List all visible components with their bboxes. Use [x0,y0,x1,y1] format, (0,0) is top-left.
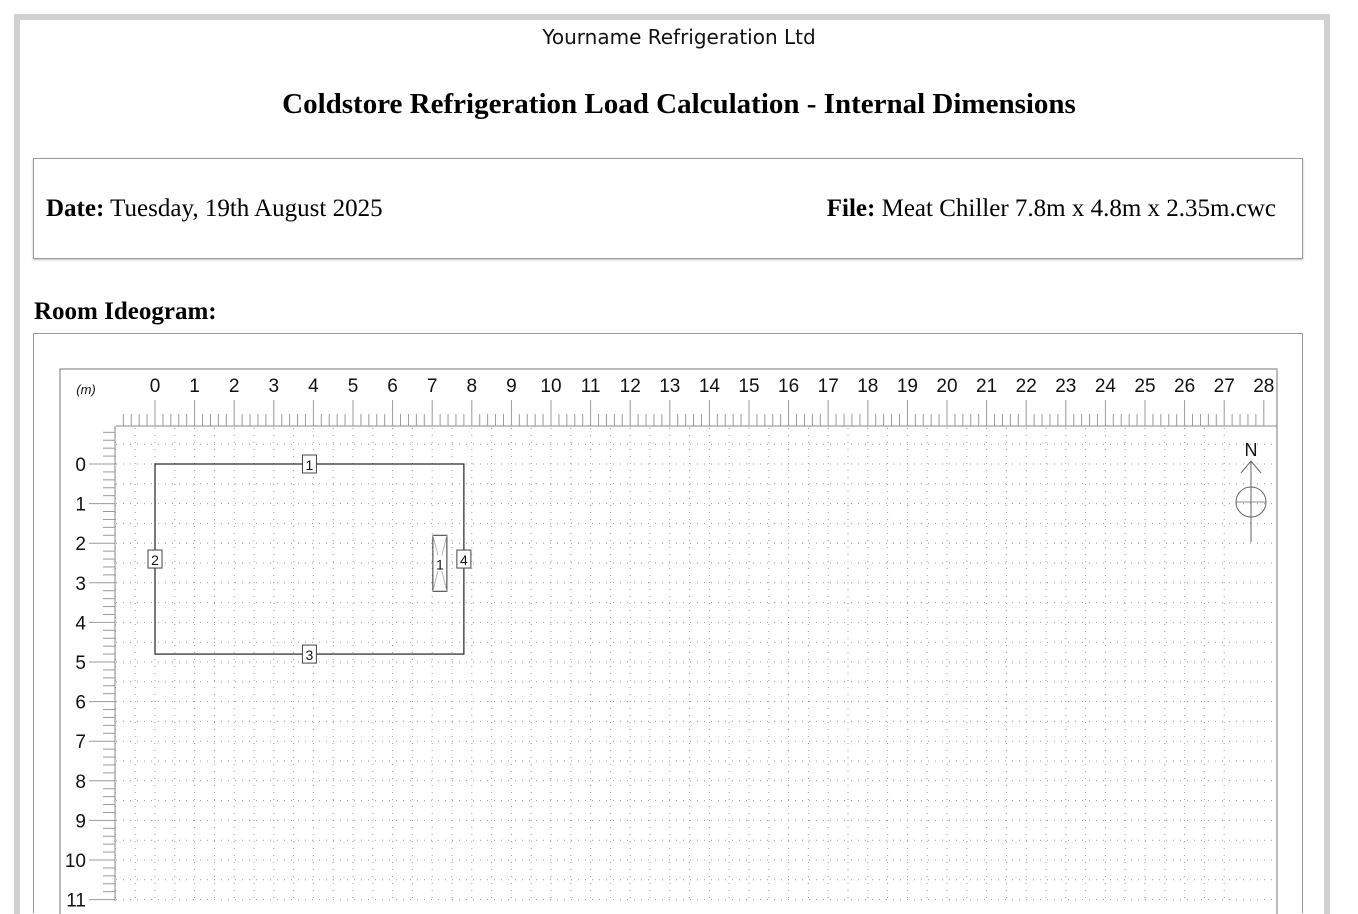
x-axis-label: 11 [580,376,601,397]
x-axis-label: 7 [426,376,438,397]
y-axis-label: 11 [66,890,86,912]
x-axis-label: 0 [149,376,161,397]
section-heading-room-ideogram: Room Ideogram: [34,298,217,325]
y-axis-label: 3 [75,573,86,595]
y-axis-label: 0 [75,455,86,476]
x-axis-label: 16 [778,376,800,397]
x-axis-label: 10 [540,376,562,397]
x-axis-label: 9 [506,376,517,397]
x-axis-label: 18 [857,376,879,397]
x-axis-label: 20 [936,376,958,397]
x-axis-label: 28 [1253,376,1275,397]
x-axis-label: 5 [347,376,359,397]
y-axis-label: 9 [75,811,86,833]
x-axis-label: 2 [228,376,240,397]
wall-label: 4 [459,552,468,569]
north-label: N [1244,440,1258,460]
report-title: Coldstore Refrigeration Load Calculation - Internal Dimensions [282,88,1076,120]
x-axis-label: 23 [1055,376,1077,397]
x-axis-label: 26 [1174,376,1196,397]
x-axis-label: 17 [817,376,839,397]
y-axis-label: 5 [75,653,86,674]
file-label: File: [826,195,876,222]
file-info [827,195,1276,223]
x-axis-label: 24 [1094,376,1116,397]
room-ideogram [34,334,1302,912]
x-axis-label: 15 [738,376,760,397]
room-ideogram-panel [33,333,1303,913]
x-axis-label: 19 [896,376,918,397]
room-outline [155,464,464,654]
x-axis-label: 4 [308,376,319,397]
y-axis-label: 4 [75,613,86,635]
y-axis-label: 6 [75,692,86,714]
wall-label: 3 [305,647,314,664]
company-name: Yourname Refrigeration Ltd [542,25,816,49]
y-axis-label: 1 [75,494,86,516]
x-axis-label: 3 [268,376,280,397]
drawing-frame [60,369,1277,914]
door-label: 1 [435,556,444,573]
unit-label: (m) [76,382,96,397]
wall-label: 2 [151,552,159,569]
x-axis-label: 6 [387,376,398,397]
date-label: Date: [46,195,105,222]
date-value: Tuesday, 19th August 2025 [110,195,383,222]
x-axis-label: 1 [189,376,200,397]
x-axis-label: 27 [1213,376,1235,397]
y-axis-label: 2 [75,534,86,556]
x-axis-label: 14 [698,376,720,397]
x-axis-label: 25 [1134,376,1156,397]
y-axis-label: 8 [75,771,86,793]
file-value: Meat Chiller 7.8m x 4.8m x 2.35m.cwc [881,195,1276,222]
x-axis-label: 8 [466,376,478,397]
x-axis-label: 21 [976,376,998,397]
x-axis-label: 22 [1015,376,1037,397]
info-box [33,158,1303,259]
dot-grid [115,428,1275,901]
y-axis-label: 7 [75,732,86,754]
wall-label: 1 [305,457,314,473]
x-axis-label: 13 [659,376,681,397]
y-axis-label: 10 [64,851,86,872]
date-info [46,195,383,223]
x-axis-label: 12 [619,376,641,397]
